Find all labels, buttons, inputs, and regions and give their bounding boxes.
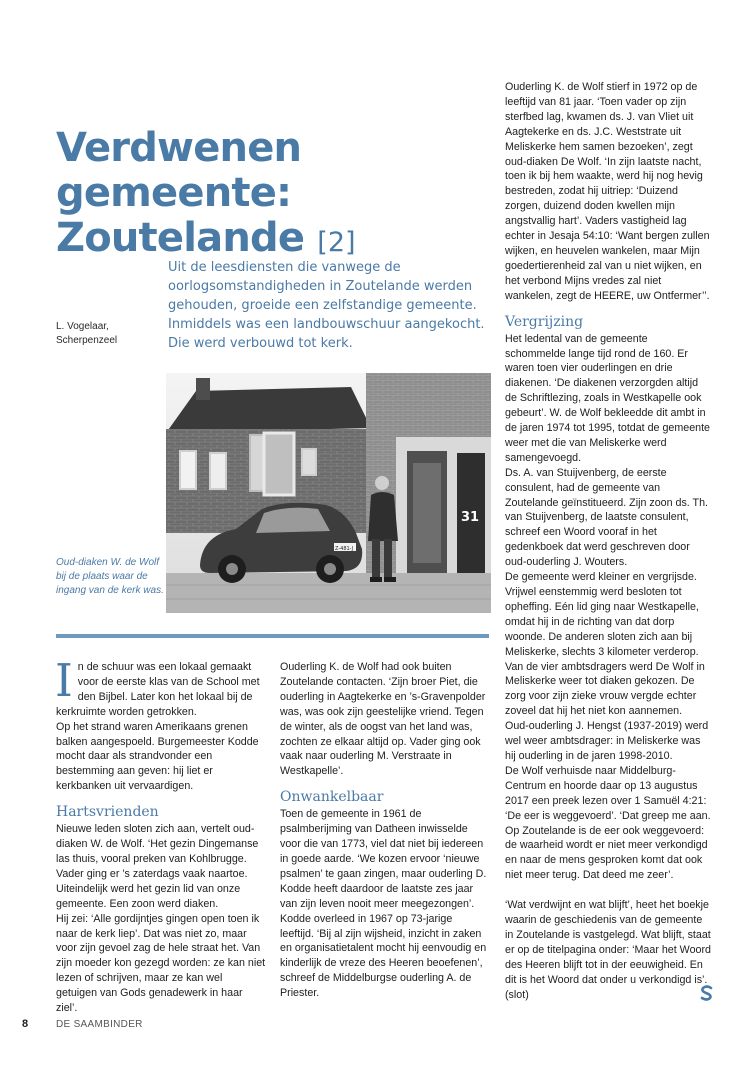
paragraph: Nieuwe leden sloten zich aan, vertelt oud-diaken W. de Wolf. ‘Het gezin Dingemanse las thuis, vooral preken van Kohlbrugge. Vader ging er ’s zaterdags vaak naartoe. Uiteindelijk werd het gezin lid van onze gemeente. Een zoon werd diaken. xyxy=(56,823,259,910)
paragraph: Oud-ouderling J. Hengst (1937-2019) werd wel weer ambtsdrager: in Meliskerke was hij ouderling in de jaren 1998-2010. xyxy=(505,720,709,762)
photo-caption: Oud-diaken W. de Wolf bij de plaats waar de ingang van de kerk was. xyxy=(56,557,164,596)
title-part-number: [2] xyxy=(317,227,356,258)
article-column-1 xyxy=(55,654,266,1016)
paragraph: Het ledental van de gemeente schommelde lange tijd rond de 160. Er waren toen vier ouderlingen en drie diakenen. ‘De diakenen verzorgden altijd de Schriftlezing, zoals in Westkapelle ook gebeurt’. W. de Wolf bekleedde dit ambt in de jaren 1974 tot 1995, totdat de gemeente weer met die van Meliskerke werd samengevoegd. xyxy=(505,332,711,464)
photo-license-plate: Z-481-J xyxy=(335,546,354,552)
paragraph: Ds. A. van Stuijvenberg, de eerste consulent, had de gemeente van Zoutelande geïnstitueerd. Zijn zoon ds. Th. van Stuijvenberg, de laatste consulent, schreef een Woord vooraf in het gedenkboek dat werd geschreven door oud-ouderling J. Wouters. xyxy=(505,466,708,569)
paragraph: Van de vier ambtsdragers werd De Wolf in Meliskerke weer tot diaken gekozen. De zorg voor zijn zieke vrouw vergde echter zoveel dat hij het niet kon aannemen. xyxy=(505,660,705,718)
article-end-note: (slot) xyxy=(505,989,529,1001)
article-column-3 xyxy=(505,80,711,987)
subheading-onwankelbaar: Onwankelbaar xyxy=(280,789,384,806)
article-title xyxy=(56,126,496,265)
author-name: L. Vogelaar, xyxy=(56,321,109,332)
paragraph: De Wolf verhuisde naar Middelburg-Centrum en hoorde daar op 13 augustus 2017 een preek lezen over 1 Samuël 4:21: ‘De eer is weggevoerd’. ‘Dat greep me aan. Op Zoutelande is de eer ook weggevoerd: de waarheid wordt er niet meer verkondigd en naar de mens gesproken komt dat ook niet meer terug. Dat deed me zeer’. xyxy=(505,764,711,882)
paragraph: Hij zei: ‘Alle gordijntjes gingen open toen ik naar de kerk liep’. Dat was niet zo, maar voor zijn gevoel zag de hele straat het. Van zijn moeder kon gezegd worden: ze kan niet lezen of schrijven, maar ze kan wel getuigen van Gods genadewerk in haar ziel’. xyxy=(56,912,266,1015)
photo-house-number: 31 xyxy=(461,510,480,525)
article-photo xyxy=(166,373,491,613)
publication-name: DE SAAMBINDER xyxy=(56,1019,143,1030)
subheading-vergrijzing: Vergrijzing xyxy=(505,313,584,330)
title-line-2: Zoutelande xyxy=(56,215,305,261)
paragraph: Toen de gemeente in 1961 de psalmberijming van Datheen inwisselde voor die van 1773, viel dat niet bij iedereen in goede aarde. ‘We kozen ervoor ‘nieuwe psalmen’ te gaan zingen, maar ouderling D. Kodde heeft daardoor de laatste zes jaar van zijn leven nooit meer meegezongen’. xyxy=(280,808,487,910)
section-divider xyxy=(56,634,489,638)
author-place: Scherpenzeel xyxy=(56,335,118,346)
article-column-2 xyxy=(280,660,488,1001)
author-byline xyxy=(56,320,164,348)
paragraph xyxy=(55,654,266,720)
drop-cap: I xyxy=(55,654,73,707)
article-lead: Uit de leesdiensten die vanwege de oorlogsomstandigheden in Zoutelande werden gehouden, groeide een zelfstandige gemeente. Inmiddels was een landbouwschuur aangekocht. Die werd verbouwd tot kerk. xyxy=(168,260,485,351)
page-number: 8 xyxy=(22,1018,29,1030)
paragraph: Kodde overleed in 1967 op 73-jarige leeftijd. ‘Bij al zijn wijsheid, inzicht in zaken en organisatietalent mocht hij eenvoudig en kinderlijk de vreze des Heeren beoefenen’, schreef de Middelburgse ouderling A. de Priester. xyxy=(280,912,487,1000)
paragraph: Ouderling K. de Wolf stierf in 1972 op de leeftijd van 81 jaar. ‘Toen vader op zijn sterfbed lag, kwamen ds. J. van Vliet uit Aagtekerke en ds. J.C. Weststrate uit Meliskerke hem samen bezoeken’, zegt oud-diaken De Wolf. ‘In zijn laatste nacht, toen ik bij hem waakte, werd hij nog hevig bestreden, zodat hij uitriep: ‘Duizend zorgen, duizend doden kwellen mijn angstvallig hart’. Vaders vastigheid lag echter in Jesaja 54:10: ‘Want bergen zullen wijken, en heuvelen wankelen, maar Mijn goedertierenheid zal van u niet wijken, en het verbond Mijns vredes zal niet wankelen, zegt de HEERE, uw Ontfermer’’. xyxy=(505,81,710,302)
paragraph: Ouderling K. de Wolf had ook buiten Zoutelande contacten. ‘Zijn broer Piet, die ouderling in Aagtekerke en ’s-Gravenpolder was, was ook zijn geestelijke vriend. Tegen de winter, als de oogst van het land was, zochten ze elkaar altijd op. Vader ging ook vaak naar ouderling M. Verstraate in Westkapelle’. xyxy=(280,661,486,778)
title-line-1: Verdwenen gemeente: xyxy=(56,125,302,216)
paragraph: ‘Wat verdwijnt en wat blijft’, heet het boekje waarin de geschiedenis van de gemeente in Zoutelande is vastgelegd. Wat blijft, staat er op de titelpagina onder: ‘Maar het Woord des Heeren blijft tot in der eeuwigheid. En dit is het Woord dat onder u verkondigd is’. xyxy=(505,899,711,986)
end-mark-icon xyxy=(700,985,714,1001)
paragraph: Op het strand waren Amerikaans grenen balken aangespoeld. Burgemeester Kodde mocht daar als strandvonder een bestemming aan geven: hij liet er kerkbanken uit vervaardigen. xyxy=(56,720,259,793)
subheading-hartsvrienden: Hartsvrienden xyxy=(56,804,159,821)
intro-text: n de schuur was een lokaal gemaakt voor de eerste klas van de School met den Bijbel. Later kon het lokaal bij de kerkruimte worden getrokken. xyxy=(56,661,260,718)
paragraph: De gemeente werd kleiner en vergrijsde. Vrijwel eenstemmig werd besloten tot opheffing. Eén lid ging naar Westkapelle, omdat hij in de richting van dat dorp woonde. De anderen sloten zich aan bij Meliskerke, slechts 3 kilometer verderop. xyxy=(505,571,699,658)
